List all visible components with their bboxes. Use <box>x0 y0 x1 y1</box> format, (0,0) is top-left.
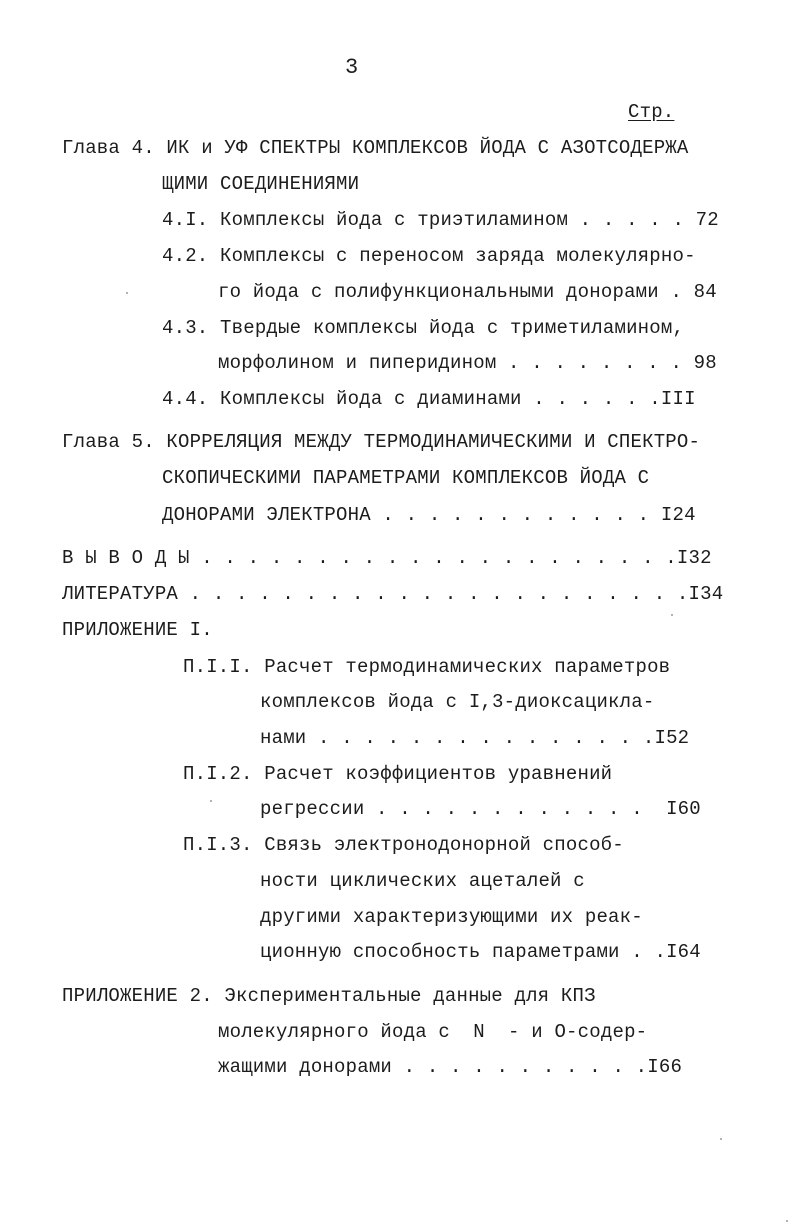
scan-speck <box>671 614 673 616</box>
appendix-1-3-line-2: ности циклических ацеталей с <box>260 870 585 892</box>
toc-entry-4-1: 4.I. Комплексы йода с триэтиламином . . . . . 72 <box>162 209 719 231</box>
chapter-5-title-line-3: ДОНОРАМИ ЭЛЕКТРОНА . . . . . . . . . . . . I24 <box>162 504 696 526</box>
appendix-1-1-line-3: нами . . . . . . . . . . . . . . .I52 <box>260 727 690 749</box>
toc-entry-conclusions: В Ы В О Д Ы . . . . . . . . . . . . . . . . . . . . .I32 <box>62 547 712 569</box>
appendix-2-line-1: ПРИЛОЖЕНИЕ 2. Экспериментальные данные для КПЗ <box>62 985 596 1007</box>
appendix-2-line-3: жащими донорами . . . . . . . . . . .I66 <box>218 1056 683 1078</box>
toc-entry-4-3-line-2: морфолином и пиперидином . . . . . . . . 98 <box>218 352 717 374</box>
appendix-1-3-line-1: П.I.3. Связь электронодонорной способ- <box>183 834 624 856</box>
toc-entry-4-2-line-1: 4.2. Комплексы с переносом заряда молекулярно- <box>162 245 696 267</box>
toc-entry-4-2-line-2: го йода с полифункциональными донорами . 84 <box>218 281 717 303</box>
appendix-1-3-line-3: другими характеризующими их реак- <box>260 906 643 928</box>
page-number: 3 <box>345 55 359 80</box>
scan-speck <box>720 1138 722 1140</box>
chapter-5-title-line-1: Глава 5. КОРРЕЛЯЦИЯ МЕЖДУ ТЕРМОДИНАМИЧЕСКИМИ И СПЕКТРО- <box>62 431 701 453</box>
appendix-1-2-line-1: П.I.2. Расчет коэффициентов уравнений <box>183 763 613 785</box>
appendix-1-1-line-2: комплексов йода с I,3-диоксацикла- <box>260 691 655 713</box>
appendix-1-heading: ПРИЛОЖЕНИЕ I. <box>62 619 213 641</box>
chapter-4-title-line-1: Глава 4. ИК и УФ СПЕКТРЫ КОМПЛЕКСОВ ЙОДА С АЗОТСОДЕРЖА <box>62 137 689 159</box>
appendix-1-1-line-1: П.I.I. Расчет термодинамических параметров <box>183 656 671 678</box>
scan-speck <box>786 1220 788 1222</box>
toc-entry-literature: ЛИТЕРАТУРА . . . . . . . . . . . . . . . . . . . . . .I34 <box>62 583 724 605</box>
scan-speck <box>210 800 212 802</box>
appendix-2-line-2: молекулярного йода с N - и О-содер- <box>218 1021 648 1043</box>
appendix-1-2-line-2: регрессии . . . . . . . . . . . . I60 <box>260 798 701 820</box>
chapter-5-title-line-2: СКОПИЧЕСКИМИ ПАРАМЕТРАМИ КОМПЛЕКСОВ ЙОДА С <box>162 467 650 489</box>
chapter-4-title-line-2: ЩИМИ СОЕДИНЕНИЯМИ <box>162 173 360 195</box>
scan-speck <box>126 292 128 294</box>
page-column-header: Стр. <box>628 101 675 123</box>
appendix-1-3-line-4: ционную способность параметрами . .I64 <box>260 941 701 963</box>
toc-entry-4-3-line-1: 4.3. Твердые комплексы йода с триметиламином, <box>162 317 685 339</box>
toc-entry-4-4: 4.4. Комплексы йода с диаминами . . . . . .III <box>162 388 696 410</box>
